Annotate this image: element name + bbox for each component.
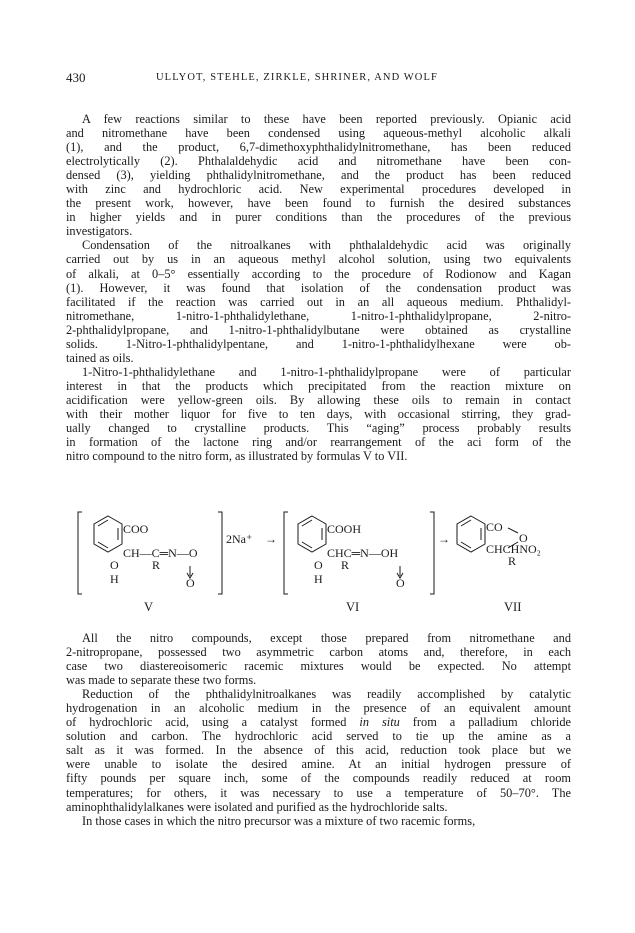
running-head: ULLYOT, STEHLE, ZIRKLE, SHRINER, AND WOLF xyxy=(156,72,438,83)
upper-text-line: electrolytically (2). Phthalaldehydic acid and nitromethane have been con- xyxy=(66,154,571,169)
lower-text-line: case two diastereoisomeric racemic mixtures would be expected. No attempt xyxy=(66,659,571,674)
upper-text-line: 1-Nitro-1-phthalidylethane and 1-nitro-1-phthalidylpropane were of particular xyxy=(82,364,571,379)
lower-text-line: salt as it was formed. In the absence of this acid, reduction took place but we xyxy=(66,743,571,758)
formula-v-mid: CH—C═N—O xyxy=(123,546,198,560)
formula-vi-o2: O xyxy=(396,576,405,590)
text-block-upper xyxy=(66,112,571,463)
upper-text-line: ually changed to crystalline products. This “aging” process probably results xyxy=(66,421,571,436)
reaction-arrow-2: → xyxy=(438,532,450,546)
formula-vii-mid: CHCHNO₂ xyxy=(486,542,541,556)
upper-text-line: facilitated if the reaction was carried out in an all aqueous medium. Phthalidyl- xyxy=(66,294,571,309)
formula-v-o: O xyxy=(110,558,119,572)
lower-text-line: Reduction of the phthalidylnitroalkanes was readily accomplished by catalytic xyxy=(82,687,571,702)
lower-text-line: solution and carbon. The hydrochloric acid served to tie up the amine as a xyxy=(66,729,571,744)
reagent-label: 2Na⁺ xyxy=(226,532,253,546)
lower-text-line: of hydrochloric acid, using a catalyst formed in situ from a palladium chloride xyxy=(66,715,571,730)
text-block-lower xyxy=(66,631,571,828)
formula-vi-label: VI xyxy=(346,600,360,614)
formula-vi-r: R xyxy=(341,558,350,572)
page-number: 430 xyxy=(66,70,86,85)
upper-text-line: in higher yields and in purer conditions than the procedures of the previous xyxy=(66,210,571,225)
formula-v-o2: O xyxy=(186,576,195,590)
upper-text-line: in formation of the lactone ring and/or rearrangement of the aci form of the xyxy=(66,435,571,450)
upper-text-line: interest in that the products which precipitated from the reaction mixture on xyxy=(66,378,571,393)
lower-text-line: were unable to isolate the desired amine. At an initial hydrogen pressure of xyxy=(66,757,571,772)
upper-text-line: 2-phthalidylpropane, and 1-nitro-1-phthalidylbutane were obtained as crystalline xyxy=(66,322,571,337)
upper-text-line: (1), and the product, 6,7-dimethoxyphthalidylnitromethane, has been reduced xyxy=(66,140,571,155)
upper-text-line: of alkali, at 0–5° essentially according to the procedure of Rodionow and Kagan xyxy=(66,266,571,281)
lower-text-line: All the nitro compounds, except those prepared from nitromethane and xyxy=(82,631,571,645)
italic-term: in situ xyxy=(359,715,400,730)
lower-text-line: 2-nitropropane, possessed two asymmetric carbon atoms and, therefore, in each xyxy=(66,645,571,660)
formula-vi-top: COOH xyxy=(327,522,362,536)
reaction-scheme xyxy=(76,508,566,616)
upper-text-line: acidification were yellow-green oils. By allowing these oils to remain in contact xyxy=(66,392,571,407)
formula-v-r: R xyxy=(152,558,161,572)
upper-text-line: A few reactions similar to these have been reported previously. Opianic acid xyxy=(82,112,571,126)
upper-text-line: tained as oils. xyxy=(66,350,134,365)
upper-text-line: the present work, however, have been found to furnish the desired substances xyxy=(66,196,571,211)
bracket-right-v xyxy=(218,512,222,594)
bracket-left-v xyxy=(78,512,82,594)
formula-vii-top: CO xyxy=(486,520,503,534)
upper-text-line: investigators. xyxy=(66,224,133,239)
upper-text-line: and nitromethane have been condensed using aqueous-methyl alcoholic alkali xyxy=(66,126,571,141)
lower-text-line: fifty pounds per square inch, some of the compounds readily reduced at room xyxy=(66,771,571,786)
bracket-left-vi xyxy=(284,512,288,594)
bracket-right-vi xyxy=(430,512,434,594)
formula-vi-h: H xyxy=(314,572,323,586)
lower-text-line: In those cases in which the nitro precursor was a mixture of two racemic forms, xyxy=(82,813,476,828)
lower-text-line: hydrogenation in an alcoholic medium in the presence of an equivalent amount xyxy=(66,701,571,716)
upper-text-line: densed (3), yielding phthalidylnitromethane, and the product has been reduced xyxy=(66,168,571,183)
lower-text-line: was made to separate these two forms. xyxy=(66,673,257,688)
formula-vii-r: R xyxy=(508,554,517,568)
upper-text-line: Condensation of the nitroalkanes with phthalaldehydic acid was originally xyxy=(82,238,571,253)
formula-vii-o: O xyxy=(519,531,528,545)
upper-text-line: nitro compound to the nitro form, as illustrated by formulas V to VII. xyxy=(66,449,408,464)
formula-v-top: COO xyxy=(123,522,149,536)
lower-text-line: aminophthalidylalkanes were isolated and purified as the hydrochloride salts. xyxy=(66,799,448,814)
upper-text-line: solids. 1-Nitro-1-phthalidylpentane, and 1-nitro-1-phthalidylhexane were ob- xyxy=(66,336,571,351)
formula-vi-o: O xyxy=(314,558,323,572)
upper-text-line: (1). However, it was found that isolation of the condensation product was xyxy=(66,280,571,295)
upper-text-line: nitromethane, 1-nitro-1-phthalidylethane, 1-nitro-1-phthalidylpropane, 2-nitro- xyxy=(66,308,571,323)
page-header xyxy=(66,70,566,86)
upper-text-line: carried out by us in an aqueous methyl alcohol solution, using two equivalents xyxy=(66,252,571,267)
formula-vi-mid: CHC═N—OH xyxy=(327,546,399,560)
formula-vii-label: VII xyxy=(504,600,522,614)
formula-v-h: H xyxy=(110,572,119,586)
lower-text-line: temperatures; for others, it was necessary to use a temperature of 50–70°. The xyxy=(66,785,571,800)
reaction-arrow-1: → xyxy=(265,532,277,546)
upper-text-line: with their mother liquor for five to ten days, with occasional stirring, they grad- xyxy=(66,406,571,421)
upper-text-line: with zinc and hydrochloric acid. New experimental procedures developed in xyxy=(66,182,571,197)
formula-v-label: V xyxy=(144,600,154,614)
